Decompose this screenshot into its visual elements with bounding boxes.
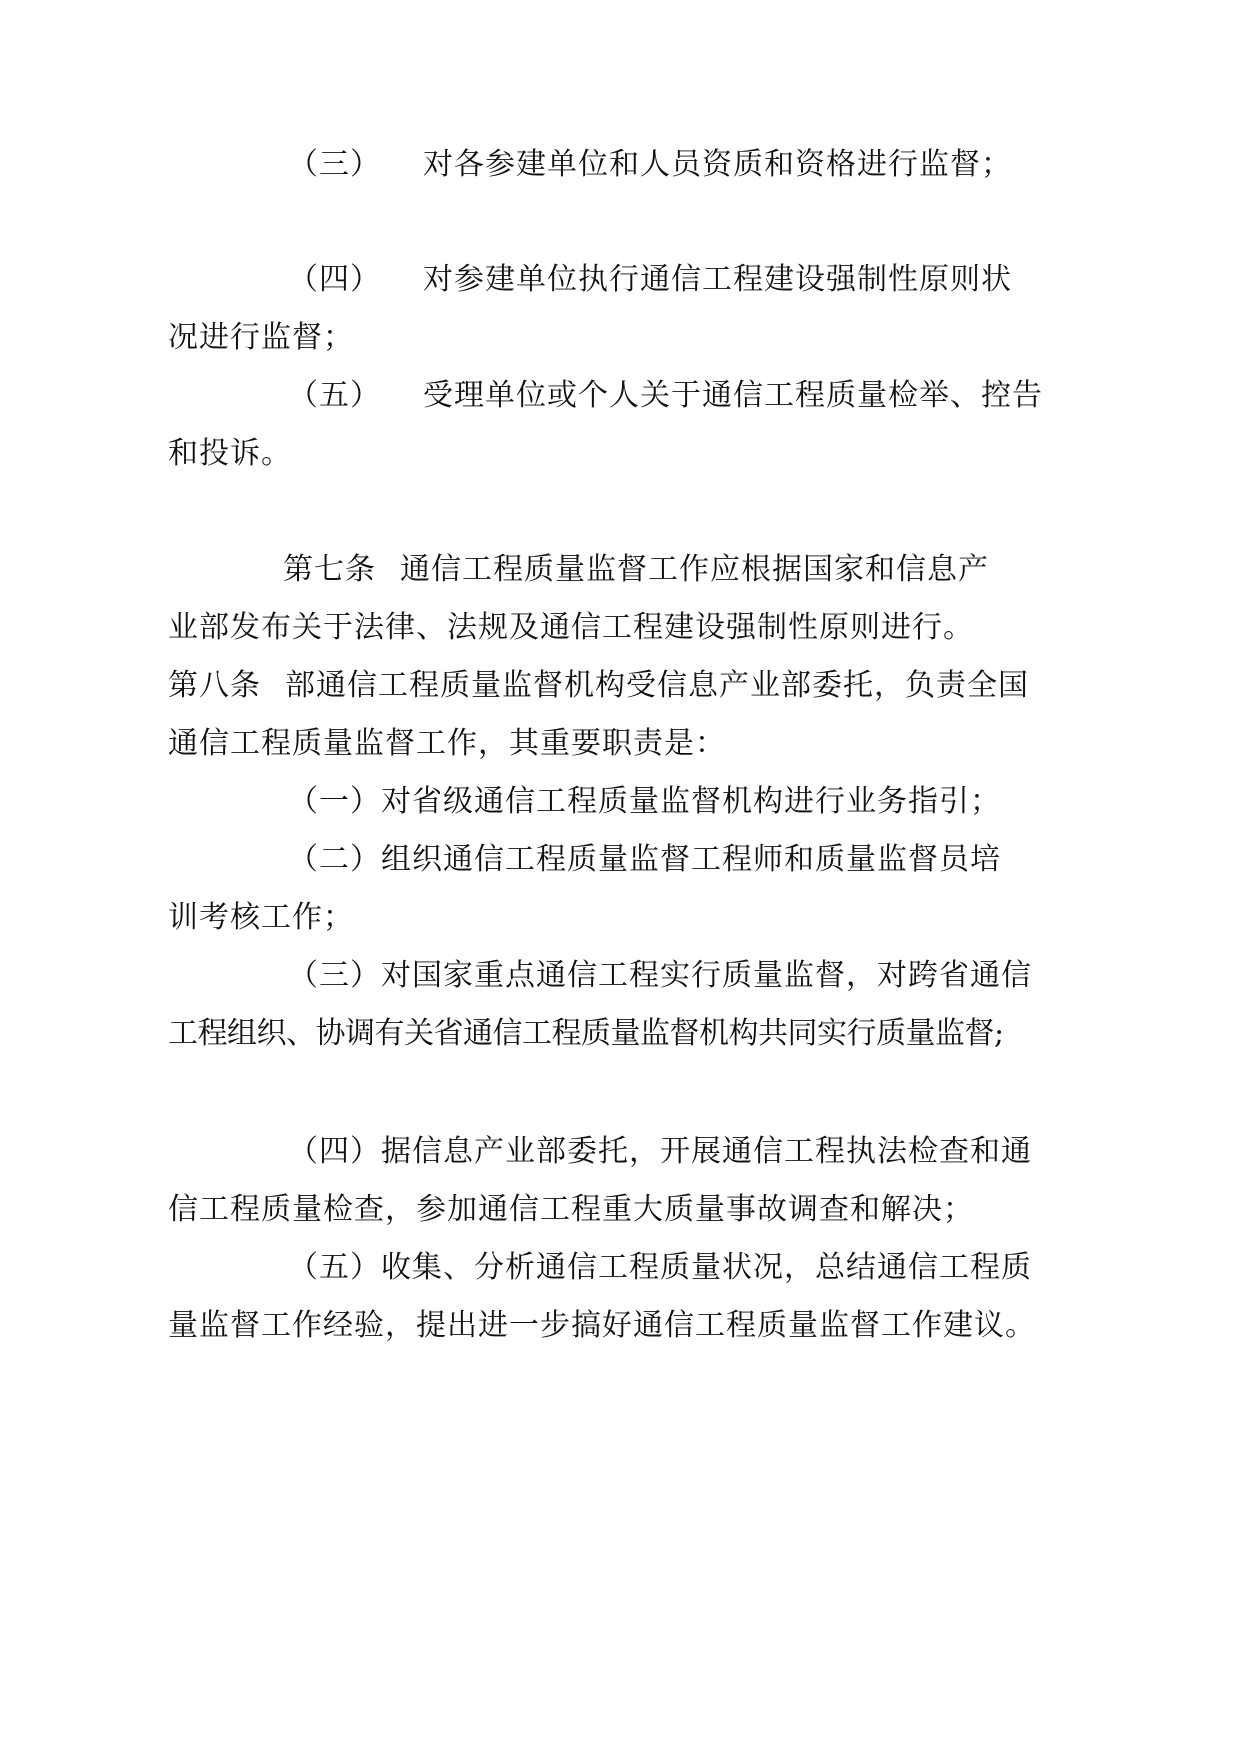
item-4-line2: 况进行监督； xyxy=(168,320,354,355)
item-4-label: （四） xyxy=(288,262,381,297)
article-8-label: 第八条 xyxy=(168,668,261,703)
duty-4-line1: （四）据信息产业部委托，开展通信工程执法检查和通 xyxy=(288,1134,1032,1169)
item-5-line1 xyxy=(288,376,1043,416)
article-7-label: 第七条 xyxy=(283,552,376,587)
duty-3-line2: 工程组织、协调有关省通信工程质量监督机构共同实行质量监督; xyxy=(168,1016,1004,1051)
item-3-text: 对各参建单位和人员资质和资格进行监督； xyxy=(423,147,1012,182)
duty-3-line1: （三）对国家重点通信工程实行质量监督，对跨省通信 xyxy=(288,958,1032,993)
item-5-label: （五） xyxy=(288,378,381,413)
item-5-text: 受理单位或个人关于通信工程质量检举、控告 xyxy=(423,378,1043,413)
item-4-line1 xyxy=(288,260,1012,300)
article-8-line1 xyxy=(168,666,1029,706)
article-7-line2: 业部发布关于法律、法规及通信工程建设强制性原则进行。 xyxy=(168,610,974,645)
duty-5-line2: 量监督工作经验，提出进一步搞好通信工程质量监督工作建议。 xyxy=(168,1308,1036,1343)
item-4-text: 对参建单位执行通信工程建设强制性原则状 xyxy=(423,262,1012,297)
item-3-label: （三） xyxy=(288,147,381,182)
duty-2-line2: 训考核工作； xyxy=(168,900,354,935)
article-8-line2: 通信工程质量监督工作，其重要职责是： xyxy=(168,726,726,761)
duty-1: （一）对省级通信工程质量监督机构进行业务指引； xyxy=(288,784,1001,819)
article-8-text: 部通信工程质量监督机构受信息产业部委托，负责全国 xyxy=(285,668,1029,703)
duty-5-line1: （五）收集、分析通信工程质量状况，总结通信工程质 xyxy=(288,1250,1032,1285)
duty-2-line1: （二）组织通信工程质量监督工程师和质量监督员培 xyxy=(288,842,1001,877)
duty-4-line2: 信工程质量检查，参加通信工程重大质量事故调查和解决； xyxy=(168,1192,974,1227)
item-3-line xyxy=(288,145,1012,185)
item-5-line2: 和投诉。 xyxy=(168,436,292,471)
article-7-text: 通信工程质量监督工作应根据国家和信息产 xyxy=(400,552,989,587)
article-7-line1 xyxy=(283,550,989,590)
